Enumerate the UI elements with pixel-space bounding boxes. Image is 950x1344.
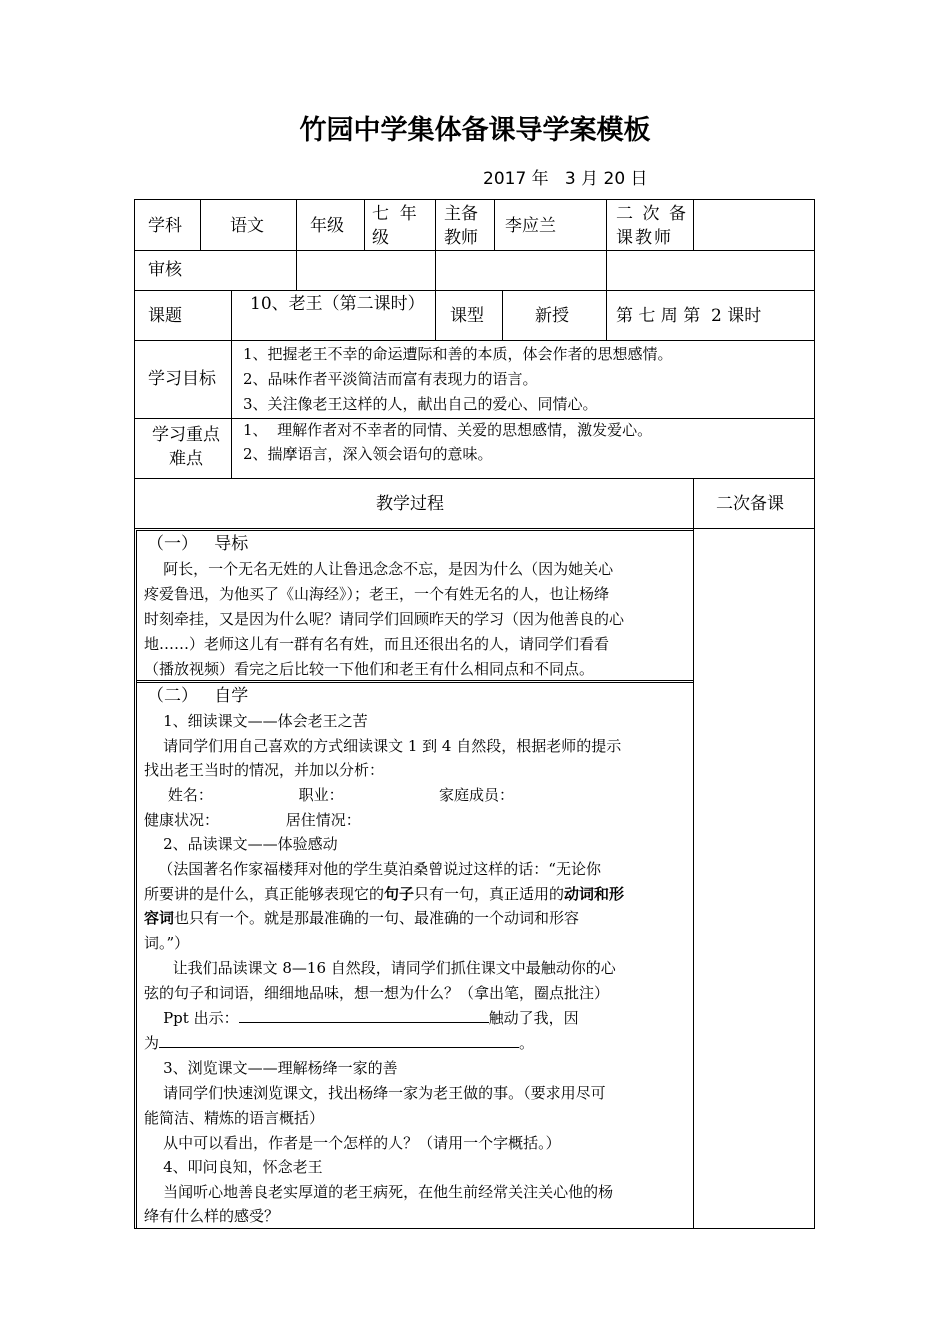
review-label: 审核: [148, 260, 182, 280]
type-label: 课型: [450, 306, 484, 326]
section2-line: 请同学们用自己喜欢的方式细读课文 1 到 4 自然段，根据老师的提示: [144, 737, 622, 755]
key-point-item: 2、揣摩语言，深入领会语句的意味。: [243, 445, 493, 463]
goal-item: 1、把握老王不幸的命运遭际和善的本质，体会作者的思想感情。: [243, 345, 673, 363]
lead-teacher-label: 主备教师: [444, 204, 478, 248]
table-border: [364, 199, 365, 250]
section2-line: 2、品读课文——体验感动: [144, 835, 338, 853]
section1-line: 疼爱鲁迅，为他买了《山海经》）；老王，一个有姓无名的人，也让杨绛: [144, 585, 610, 603]
grade-value: 七 年级: [372, 204, 417, 248]
section2-line: 当闻听心地善良老实厚道的老王病死，在他生前经常关注关心他的杨: [144, 1183, 614, 1201]
section2-line: 绛有什么样的感受？: [144, 1207, 280, 1225]
table-border: [134, 340, 815, 341]
section2-line: 请同学们快速浏览课文，找出杨绛一家为老王做的事。（要求用尽可: [144, 1084, 606, 1102]
table-border: [435, 199, 436, 340]
section-divider: [136, 530, 693, 531]
section2-line: 姓名： 职业： 家庭成员：: [144, 786, 515, 804]
section-divider: [136, 682, 693, 683]
table-border: [134, 199, 815, 200]
table-border: [693, 478, 694, 1228]
section2-line: Ppt 出示： 触动了我，因: [144, 1006, 579, 1031]
section2-line: 4、叩问良知，怀念老王: [144, 1158, 323, 1176]
goals-label: 学习目标: [148, 369, 216, 389]
section2-line: 健康状况： 居住情况：: [144, 811, 361, 829]
section1-line: 时刻牵挂，又是因为什么呢？请同学们回顾昨天的学习（因为他善良的心: [144, 610, 625, 628]
table-border: [693, 199, 694, 250]
table-border: [200, 199, 201, 250]
table-border: [814, 199, 815, 1229]
section1-heading: （一） 导标: [147, 534, 249, 554]
table-border: [231, 290, 232, 478]
section2-heading: （二） 自学: [147, 686, 249, 706]
date: 2017 年 3 月 20 日: [483, 169, 648, 189]
section2-line: 让我们品读课文 8—16 自然段，请同学们抓住课文中最触动你的心: [144, 959, 616, 977]
table-border: [494, 199, 495, 250]
section1-line: 地……）老师这儿有一群有名有姓，而且还很出名的人，请同学们看看: [144, 635, 610, 653]
type-value: 新授: [535, 306, 569, 326]
section1-line: 阿长，一个无名无姓的人让鲁迅念念不忘，是因为什么（因为她关心: [144, 560, 614, 578]
goal-item: 2、品味作者平淡简洁而富有表现力的语言。: [243, 370, 538, 388]
process-label: 教学过程: [376, 494, 444, 514]
table-border: [134, 199, 135, 1229]
section2-line: 找出老王当时的情况，并加以分析：: [144, 761, 385, 779]
subject-value: 语文: [230, 216, 264, 236]
section2-line: 从中可以看出，作者是一个怎样的人？（请用一个字概括。）: [144, 1134, 561, 1152]
section-divider: [136, 530, 137, 1228]
grade-label: 年级: [310, 216, 344, 236]
second-prep-label: 二次备课: [716, 494, 784, 514]
blank-underline: [239, 1006, 489, 1023]
table-border: [606, 199, 607, 340]
topic-label: 课题: [148, 306, 182, 326]
section2-line: 所要讲的是什么，真正能够表现它的句子只有一句，真正适用的动词和形: [144, 885, 625, 903]
section2-line: 1、细读课文——体会老王之苦: [144, 712, 368, 730]
section1-line: （播放视频）看完之后比较一下他们和老王有什么相同点和不同点。: [144, 660, 595, 678]
subject-label: 学科: [148, 216, 182, 236]
table-border: [134, 478, 815, 479]
table-border: [134, 250, 815, 251]
lead-teacher-value: 李应兰: [505, 216, 556, 236]
topic-value: 10、老王（第二课时）: [250, 294, 425, 314]
section2-line: 词。”）: [144, 934, 190, 952]
section2-line: 弦的句子和词语，细细地品味，想一想为什么？（拿出笔，圈点批注）: [144, 984, 610, 1002]
second-teacher-label: 二次备课教师: [616, 204, 688, 248]
section2-line: 能简洁、精炼的语言概括）: [144, 1109, 325, 1127]
table-border: [134, 290, 815, 291]
table-border: [296, 199, 297, 290]
key-points-label: 学习重点难点: [152, 425, 220, 469]
section2-line: 为 。: [144, 1031, 534, 1056]
blank-underline: [159, 1031, 519, 1048]
page-title: 竹园中学集体备课导学案模板: [299, 115, 651, 146]
key-point-item: 1、 理解作者对不幸者的同情、关爱的思想感情，激发爱心。: [243, 421, 653, 439]
table-border: [134, 528, 815, 529]
section2-line: 3、浏览课文——理解杨绛一家的善: [144, 1059, 398, 1077]
goal-item: 3、关注像老王这样的人，献出自己的爱心、同情心。: [243, 395, 598, 413]
schedule: 第 七 周 第 2 课时: [616, 306, 762, 326]
table-border: [502, 290, 503, 340]
section2-line: （法国著名作家福楼拜对他的学生莫泊桑曾说过这样的话：“无论你: [144, 860, 601, 878]
section2-line: 容词也只有一个。就是那最准确的一句、最准确的一个动词和形容: [144, 909, 580, 927]
